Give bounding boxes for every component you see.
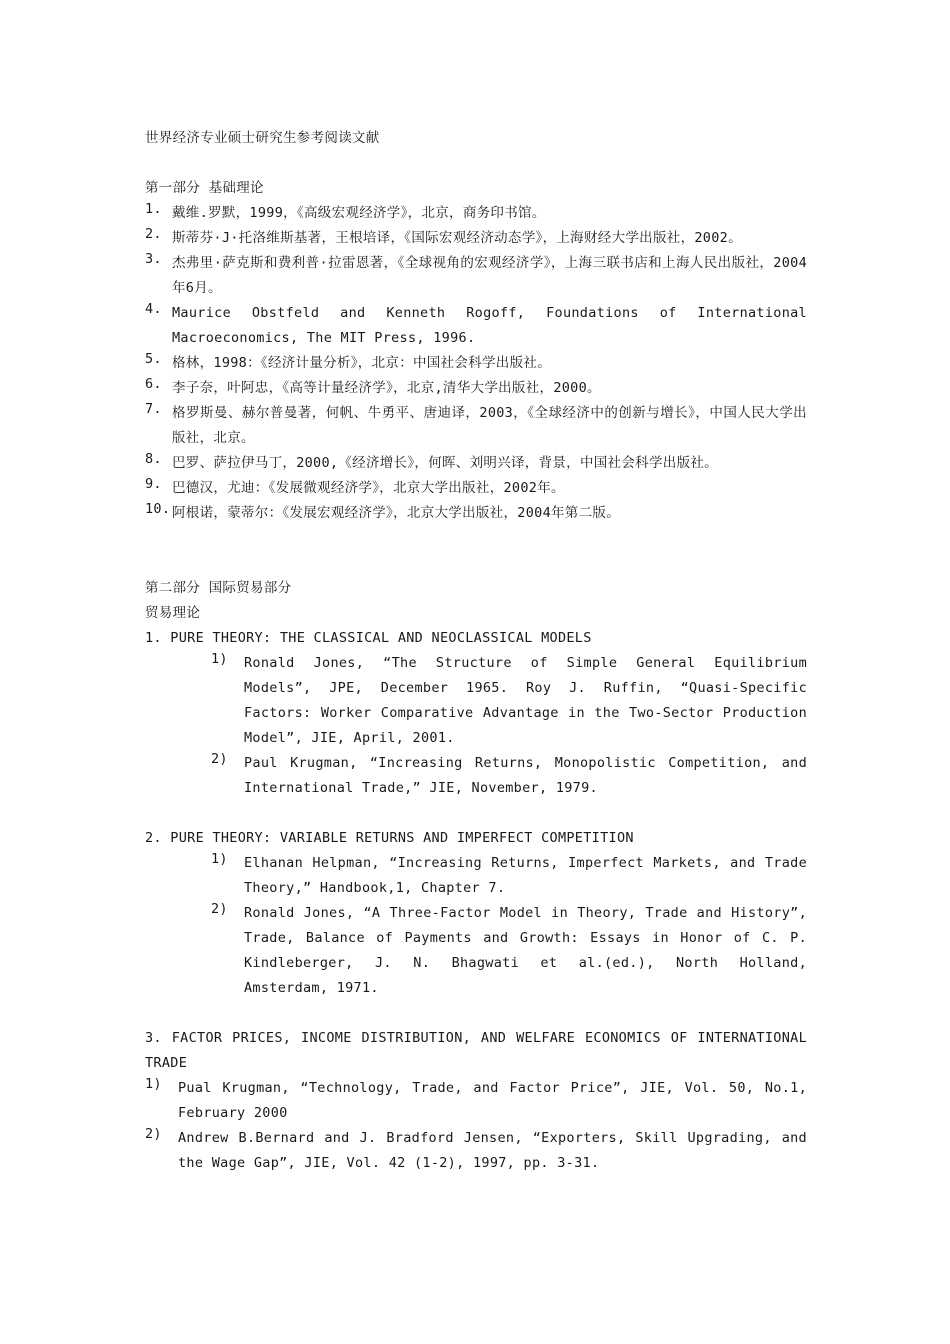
document-page (145, 126, 807, 1176)
list-item (145, 201, 807, 226)
reference-text: Elhanan Helpman, “Increasing Returns, Imperfect Markets, and Trade Theory,” Handbook,1, Chapter 7. (244, 855, 807, 896)
item-number: 7. (145, 401, 162, 417)
reference-item (211, 851, 807, 901)
reference-text: Pual Krugman, “Technology, Trade, and Factor Price”, JIE, Vol. 50, No.1, February 2000 (178, 1080, 807, 1121)
reference-number: 2) (211, 901, 228, 917)
reference-number: 1) (145, 1076, 162, 1092)
list-item (145, 226, 807, 251)
spacer (145, 1001, 807, 1026)
reference-number: 2) (211, 751, 228, 767)
part2-heading: 第二部分 国际贸易部分 (145, 580, 292, 596)
document-title: 世界经济专业硕士研究生参考阅读文献 (145, 130, 380, 146)
item-text: 格罗斯曼、赫尔普曼著，何帆、牛勇平、唐迪译，2003，《全球经济中的创新与增长》，中国人民大学出版社，北京。 (172, 405, 807, 446)
list-item (145, 476, 807, 501)
item-number: 3. (145, 251, 162, 267)
item-text: 巴德汉，尤迪：《发展微观经济学》，北京大学出版社，2002年。 (172, 480, 565, 496)
item-number: 5. (145, 351, 162, 367)
spacer (145, 801, 807, 826)
item-number: 8. (145, 451, 162, 467)
item-number: 4. (145, 301, 162, 317)
item-text: 杰弗里·萨克斯和费利普·拉雷恩著，《全球视角的宏观经济学》，上海三联书店和上海人民出版社，2004年6月。 (172, 255, 807, 296)
item-text: 斯蒂芬·J·托洛维斯基著，王根培译，《国际宏观经济动态学》，上海财经大学出版社，2002。 (172, 230, 742, 246)
reference-text: Ronald Jones, “A Three-Factor Model in Theory, Trade and History”, Trade, Balance of Payments and Growth: Essays in Honor of C. P. Kindleberger, J. N. Bhagwati et al.(ed.), North Holland, Amsterdam, 1971. (244, 905, 807, 996)
item-number: 10. (145, 501, 171, 517)
part1-heading: 第一部分 基础理论 (145, 180, 264, 196)
item-text: Maurice Obstfeld and Kenneth Rogoff, Foundations of International Macroeconomics, The MIT Press, 1996. (172, 305, 807, 346)
reference-text: Paul Krugman, “Increasing Returns, Monopolistic Competition, and International Trade,” JIE, November, 1979. (244, 755, 807, 796)
list-item (145, 401, 807, 451)
list-item (145, 376, 807, 401)
reference-item (211, 901, 807, 1001)
reference-number: 2) (145, 1126, 162, 1142)
reference-text: Andrew B.Bernard and J. Bradford Jensen, “Exporters, Skill Upgrading, and the Wage Gap”, JIE, Vol. 42 (1-2), 1997, pp. 3-31. (178, 1130, 807, 1171)
item-text: 李子奈，叶阿忠，《高等计量经济学》，北京,清华大学出版社，2000。 (172, 380, 601, 396)
list-item (145, 351, 807, 376)
list-item (145, 501, 807, 526)
reference-number: 1) (211, 651, 228, 667)
section-title: 1. PURE THEORY: THE CLASSICAL AND NEOCLASSICAL MODELS (145, 630, 592, 646)
reference-number: 1) (211, 851, 228, 867)
reference-item (145, 1126, 807, 1176)
section-title: 2. PURE THEORY: VARIABLE RETURNS AND IMPERFECT COMPETITION (145, 830, 634, 846)
reference-item (211, 651, 807, 751)
section-title: 3. FACTOR PRICES, INCOME DISTRIBUTION, AND WELFARE ECONOMICS OF INTERNATIONAL TRADE (145, 1030, 807, 1071)
spacer (145, 526, 807, 576)
item-number: 9. (145, 476, 162, 492)
list-item (145, 301, 807, 351)
reference-item (145, 1076, 807, 1126)
item-text: 阿根诺，蒙蒂尔：《发展宏观经济学》，北京大学出版社，2004年第二版。 (172, 505, 621, 521)
item-text: 巴罗、萨拉伊马丁，2000,《经济增长》，何晖、刘明兴译，背景，中国社会科学出版社。 (172, 455, 718, 471)
spacer (145, 151, 807, 176)
reference-text: Ronald Jones, “The Structure of Simple General Equilibrium Models”, JPE, December 1965. Roy J. Ruffin, “Quasi-Specific Factors: Worker Comparative Advantage in the Two-Sector Production Model”, JIE, April, 2001. (244, 655, 807, 746)
item-number: 2. (145, 226, 162, 242)
item-number: 1. (145, 201, 162, 217)
item-text: 戴维.罗默，1999，《高级宏观经济学》，北京，商务印书馆。 (172, 205, 546, 221)
item-number: 6. (145, 376, 162, 392)
part2-subheading: 贸易理论 (145, 605, 201, 621)
list-item (145, 251, 807, 301)
item-text: 格林，1998：《经济计量分析》，北京：中国社会科学出版社。 (172, 355, 552, 371)
list-item (145, 451, 807, 476)
reference-item (211, 751, 807, 801)
